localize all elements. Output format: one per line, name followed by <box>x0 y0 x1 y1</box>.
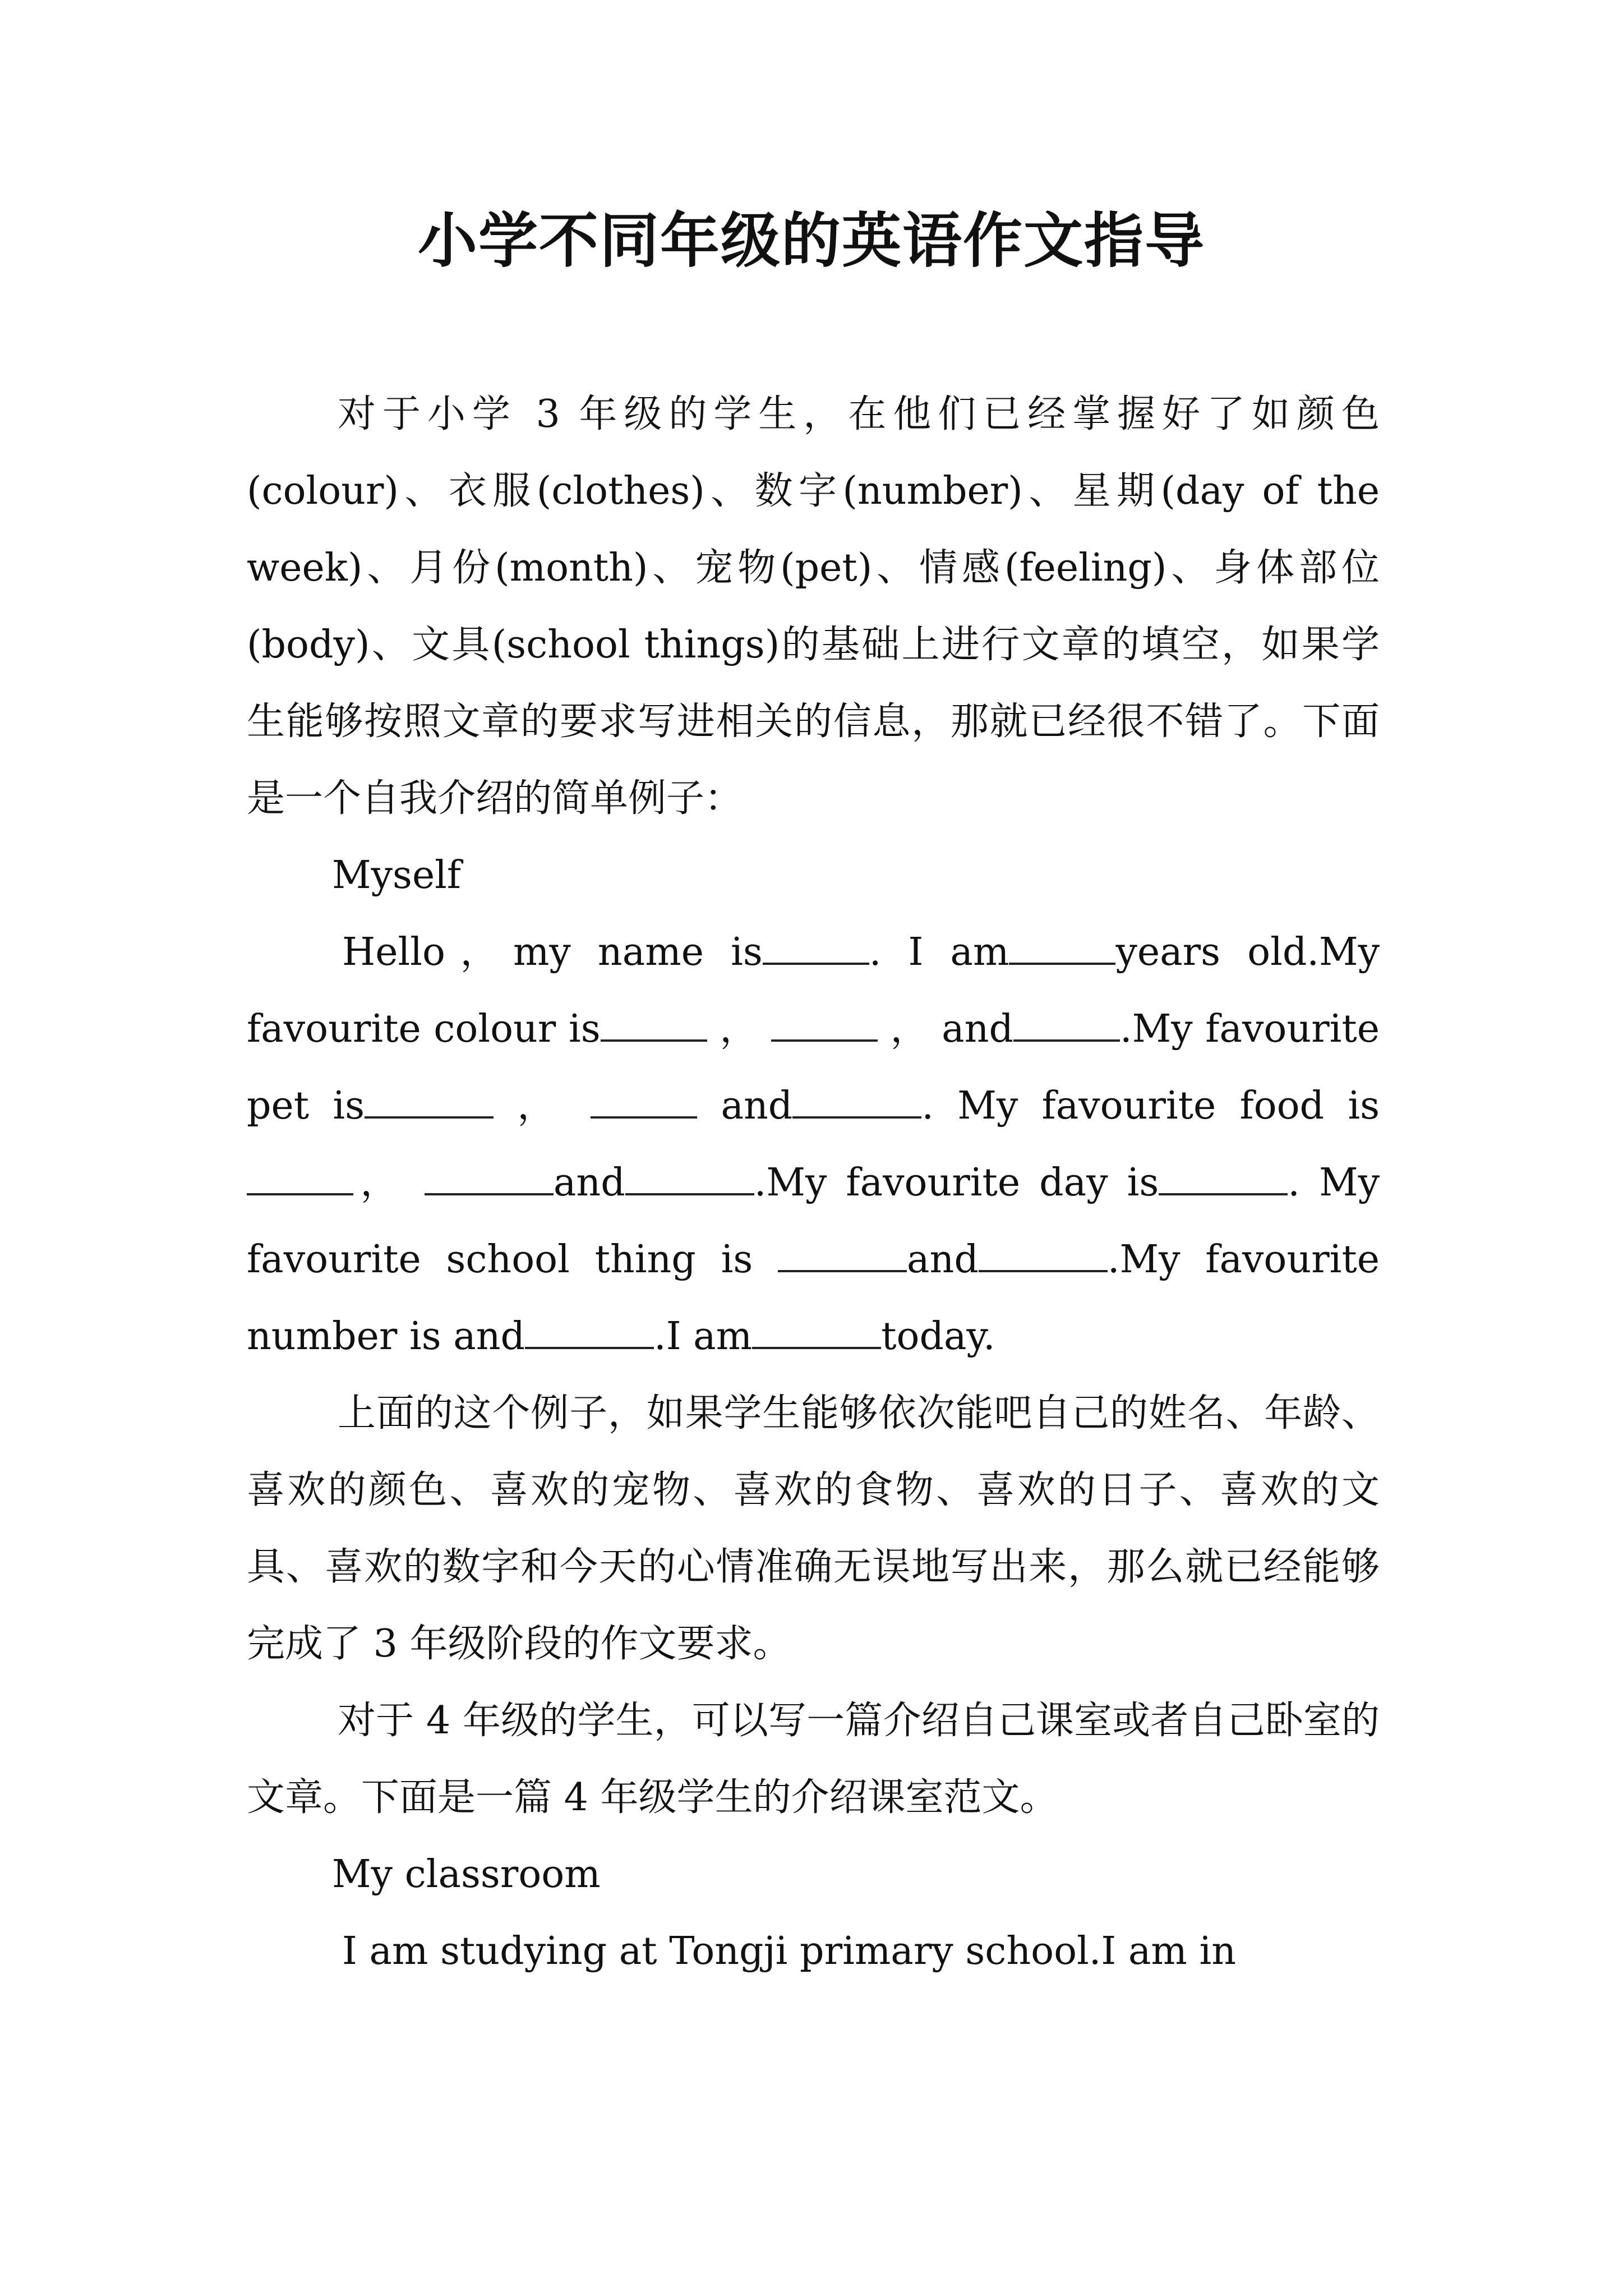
blank-line <box>625 1162 754 1195</box>
text-segment: and <box>553 1161 625 1205</box>
text-segment: . My favourite food is <box>921 1084 1380 1128</box>
myself-heading: Myself <box>332 853 462 898</box>
text-segment: and <box>721 1084 793 1128</box>
text-segment: and <box>906 1237 979 1282</box>
text-segment: .My favourite day is <box>754 1161 1159 1205</box>
text-segment: .My favourite number is and <box>247 1237 1380 1359</box>
blank-line <box>778 1239 907 1272</box>
blank-line <box>792 1085 921 1119</box>
text-segment: ， <box>517 1084 567 1128</box>
text-segment: . My favourite school thing is <box>247 1161 1380 1282</box>
text-segment: ， and <box>890 1007 1013 1051</box>
text-segment: today. <box>881 1314 995 1359</box>
explanation-paragraph: 上面的这个例子，如果学生能够依次能吧自己的姓名、年龄、喜欢的颜色、喜欢的宠物、喜欢的食物、喜欢的日子、喜欢的文具、喜欢的数字和今天的心情准确无误地写出来，那么就已经能够完成了 3 年级阶段的作文要求。 <box>247 1391 1380 1666</box>
myself-fill-in-paragraph <box>247 914 1380 1375</box>
classroom-paragraph: I am studying at Tongji primary school.I am in <box>342 1929 1237 1973</box>
blank-line <box>771 1008 878 1042</box>
blank-line <box>247 1162 353 1195</box>
classroom-heading: My classroom <box>332 1852 601 1897</box>
text-segment: ， <box>720 1007 759 1051</box>
document-body <box>247 376 1380 1990</box>
text-segment: .I am <box>654 1314 753 1359</box>
blank-line <box>979 1239 1108 1272</box>
blank-line <box>591 1085 697 1119</box>
blank-line <box>1013 1008 1120 1042</box>
text-segment: years old.My favourite colour is <box>247 930 1380 1051</box>
document-title: 小学不同年级的英语作文指导 <box>418 206 1205 275</box>
blank-line <box>1159 1162 1288 1195</box>
text-segment: ， <box>353 1161 405 1205</box>
blank-line <box>365 1085 494 1119</box>
blank-line <box>525 1315 654 1349</box>
intro-paragraph: 对于小学 3 年级的学生，在他们已经掌握好了如颜色(colour)、衣服(clothes)、数字(number)、星期(day of the week)、月份(month)、宠物(pet)、情感(feeling)、身体部位(body)、文具(school things)的基础上进行文章的填空，如果学生能够按照文章的要求写进相关的信息，那就已经很不错了。下面是一个自我介绍的简单例子： <box>247 392 1380 821</box>
blank-line <box>752 1315 881 1349</box>
blank-line <box>763 931 869 965</box>
grade4-paragraph: 对于 4 年级的学生，可以写一篇介绍自己课室或者自己卧室的文章。下面是一篇 4 年级学生的介绍课室范文。 <box>247 1699 1380 1820</box>
blank-line <box>425 1162 554 1195</box>
text-segment: .My favourite pet is <box>247 1007 1380 1128</box>
text-segment: Hello，my name is <box>342 930 763 974</box>
blank-line <box>1009 931 1115 965</box>
blank-line <box>601 1008 707 1042</box>
text-segment: . I am <box>869 930 1009 974</box>
